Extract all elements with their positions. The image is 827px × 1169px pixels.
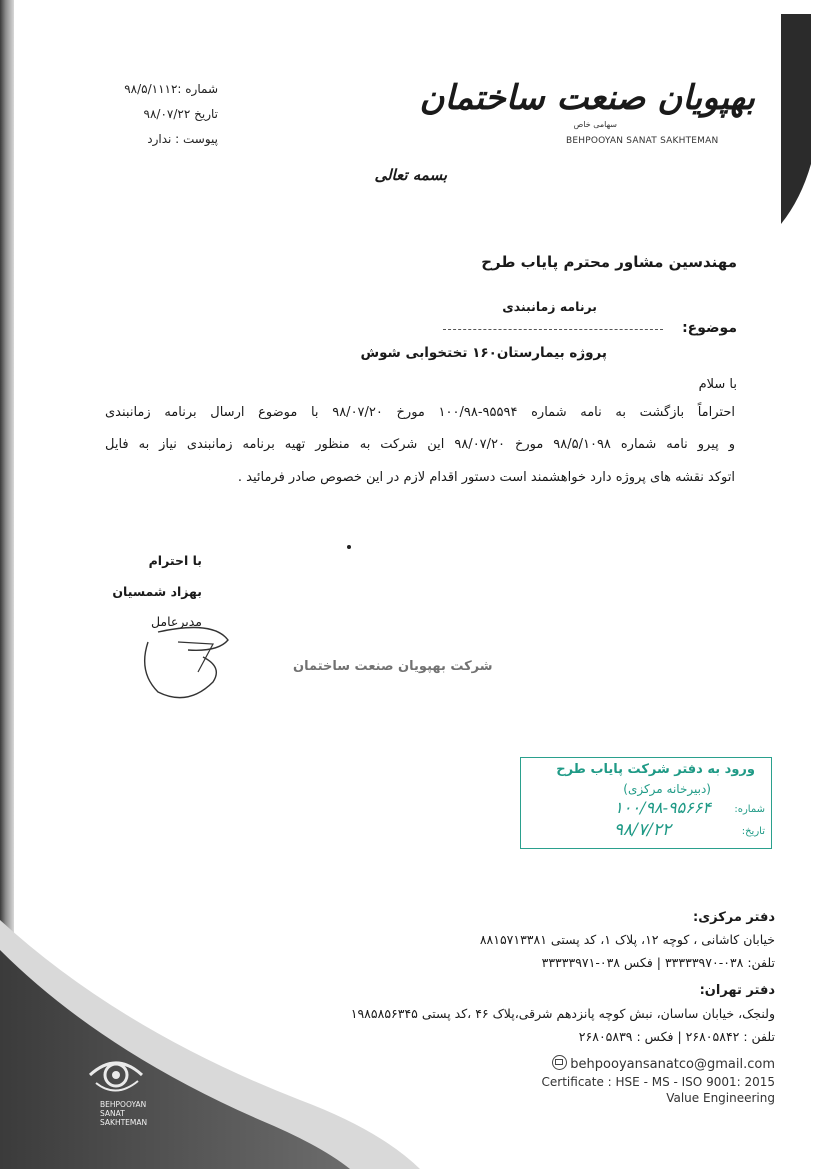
company-logo-text: بهپویان صنعت ساختمان [419, 78, 755, 118]
email-icon [552, 1055, 567, 1070]
ink-dot [347, 545, 351, 549]
signature-stamp [118, 622, 493, 702]
letter-attachment: پیوست : ندارد [147, 132, 218, 146]
tehran-office-phone: تلفن : ۲۶۸۰۵۸۴۲ | فکس : ۲۶۸۰۵۸۳۹ [578, 1029, 775, 1044]
bismillah-heading: بسمه تعالی [374, 166, 447, 184]
tehran-office-address: ولنجک، خیابان ساسان، نبش کوچه پانزدهم شرقی،پلاک ۴۶ ،کد پستی ۱۹۸۵۸۵۶۳۴۵ [350, 1006, 775, 1021]
footer-logo-icon [86, 1045, 146, 1105]
received-stamp-subtitle: (دبیرخانه مرکزی) [623, 782, 711, 796]
subject-label: موضوع: [682, 320, 737, 336]
greeting: با سلام [698, 377, 737, 392]
body-line: اتوکد نقشه های پروژه دارد خواهشمند است دستور اقدام لازم در این خصوص صادر فرمائید . [237, 470, 735, 485]
signer-title: مدیرعامل [150, 614, 202, 629]
received-stamp-title: ورود به دفتر شرکت پایاب طرح [556, 762, 755, 777]
received-stamp [520, 757, 772, 849]
central-office-phone: تلفن: ۰۳۸-۳۳۳۳۳۹۷۰ | فکس ۰۳۸-۳۳۳۳۳۹۷۱ [541, 955, 775, 970]
signer-name: بهزاد شمسیان [112, 584, 202, 599]
company-type-note: سهامی خاص [573, 120, 617, 129]
email-address[interactable]: behpooyansanatco@gmail.com [570, 1057, 775, 1072]
received-stamp-date-label: تاریخ: [741, 826, 765, 837]
central-office-address: خیابان کاشانی ، کوچه ۱۲، پلاک ۱، کد پستی ۸۸۱۵۷۱۳۳۸۱ [479, 932, 775, 947]
email-line[interactable] [552, 1055, 775, 1072]
company-name-en: BEHPOOYAN SANAT SAKHTEMAN [566, 136, 719, 146]
closing: با احترام [148, 553, 202, 568]
body-line: احتراماً بازگشت به نامه شماره ۹۵۵۹۴-۱۰۰/۹۸ مورخ ۹۸/۰۷/۲۰ با موضوع ارسال برنامه زمانبندی [105, 405, 735, 420]
tehran-office-title: دفتر تهران: [699, 983, 775, 998]
subject-underline [443, 329, 663, 330]
letter-date: تاریخ ۹۸/۰۷/۲۲ [143, 107, 218, 121]
letter-number: شماره :۹۸/۵/۱۱۱۲ [124, 82, 218, 96]
received-stamp-number-label: شماره: [734, 804, 765, 815]
received-stamp-date: ۹۸/۷/۲۲ [613, 820, 671, 840]
signature-stamp-text: شرکت بهپویان صنعت ساختمان [293, 659, 493, 674]
recipient: مهندسین مشاور محترم پایاب طرح [481, 253, 737, 271]
body-line: و پیرو نامه شماره ۹۸/۵/۱۰۹۸ مورخ ۹۸/۰۷/۲۰ این شرکت به منظور تهیه برنامه زمانبندی نیاز به فایل [105, 437, 735, 452]
project-title: پروژه بیمارستان۱۶۰ تختخوابی شوش [360, 345, 607, 361]
footer-logo-text: BEHPOOYAN SANAT SAKHTEMAN [100, 1100, 148, 1127]
central-office-title: دفتر مرکزی: [693, 910, 775, 925]
value-engineering-line: Value Engineering [666, 1091, 775, 1105]
certificate-line: Certificate : HSE - MS - ISO 9001: 2015 [541, 1075, 775, 1089]
subject-text: برنامه زمانبندی [502, 299, 597, 314]
decorative-corner-bar [781, 14, 811, 224]
received-stamp-number: ۱۰۰/۹۸-۹۵۶۶۴ [614, 798, 711, 817]
